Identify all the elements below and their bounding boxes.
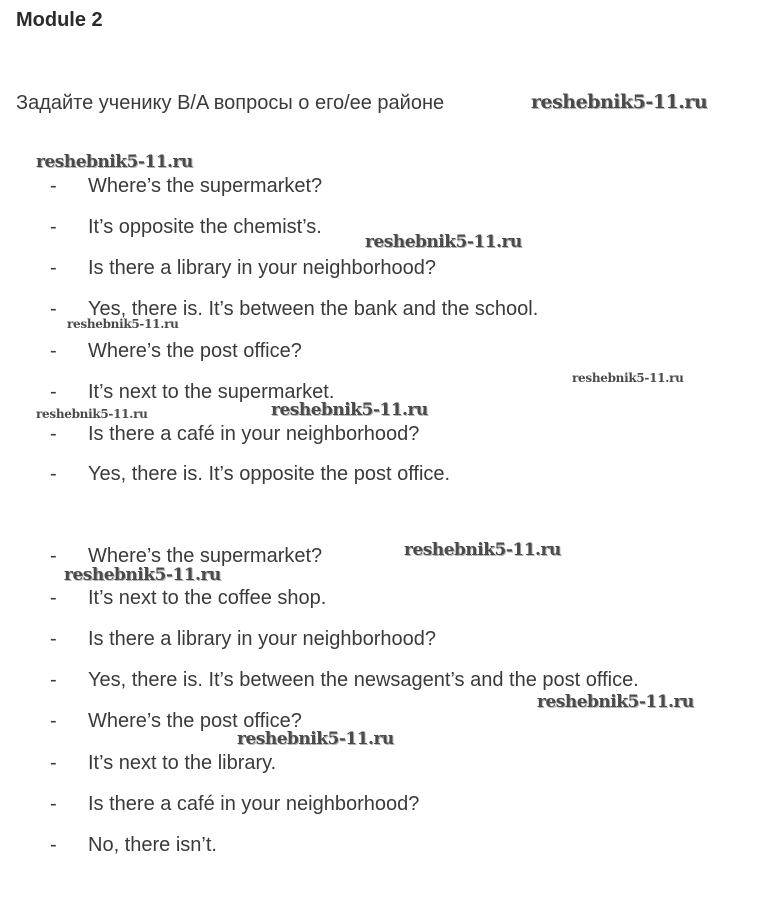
- dash: -: [50, 381, 57, 403]
- dash: -: [50, 463, 57, 485]
- module-title: Module 2: [16, 9, 103, 31]
- dialog-text: Is there a library in your neighborhood?: [88, 257, 436, 279]
- dash: -: [50, 298, 57, 320]
- dialog-text: Where’s the supermarket?: [88, 175, 323, 197]
- dialog-text: It’s next to the coffee shop.: [88, 587, 327, 609]
- watermark: reshebnik5-11.ru: [271, 400, 428, 420]
- dialog-text: Yes, there is. It’s opposite the post office.: [88, 463, 451, 485]
- dialog-text: Is there a café in your neighborhood?: [88, 423, 420, 445]
- dash: -: [50, 216, 57, 238]
- dash: -: [50, 710, 57, 732]
- dialog-text: Where’s the post office?: [88, 710, 302, 732]
- watermark: reshebnik5-11.ru: [537, 692, 694, 712]
- instruction-text: Задайте ученику B/A вопросы о его/ее районе: [16, 92, 445, 114]
- dash: -: [50, 587, 57, 609]
- dash: -: [50, 628, 57, 650]
- dialog-text: It’s next to the library.: [88, 752, 277, 774]
- dialog-text: No, there isn’t.: [88, 834, 217, 856]
- watermark: reshebnik5-11.ru: [64, 565, 221, 585]
- watermark: reshebnik5-11.ru: [531, 91, 708, 113]
- dash: -: [50, 545, 57, 567]
- dialog-text: Yes, there is. It’s between the bank and the school.: [88, 298, 539, 320]
- dash: -: [50, 423, 57, 445]
- watermark: reshebnik5-11.ru: [572, 371, 684, 385]
- dialog-text: Where’s the post office?: [88, 340, 302, 362]
- dash: -: [50, 669, 57, 691]
- dash: -: [50, 752, 57, 774]
- watermark: reshebnik5-11.ru: [36, 407, 148, 421]
- dash: -: [50, 175, 57, 197]
- dash: -: [50, 834, 57, 856]
- watermark: reshebnik5-11.ru: [237, 729, 394, 749]
- dash: -: [50, 793, 57, 815]
- watermark: reshebnik5-11.ru: [67, 317, 179, 331]
- dash: -: [50, 257, 57, 279]
- watermark: reshebnik5-11.ru: [365, 232, 522, 252]
- dialog-text: Is there a library in your neighborhood?: [88, 628, 436, 650]
- dialog-text: Yes, there is. It’s between the newsagent’s and the post office.: [88, 669, 639, 691]
- dash: -: [50, 340, 57, 362]
- dialog-text: It’s next to the supermarket.: [88, 381, 335, 403]
- dialog-text: Where’s the supermarket?: [88, 545, 323, 567]
- dialog-text: Is there a café in your neighborhood?: [88, 793, 420, 815]
- dialog-text: It’s opposite the chemist’s.: [88, 216, 322, 238]
- watermark: reshebnik5-11.ru: [36, 152, 193, 172]
- watermark: reshebnik5-11.ru: [404, 540, 561, 560]
